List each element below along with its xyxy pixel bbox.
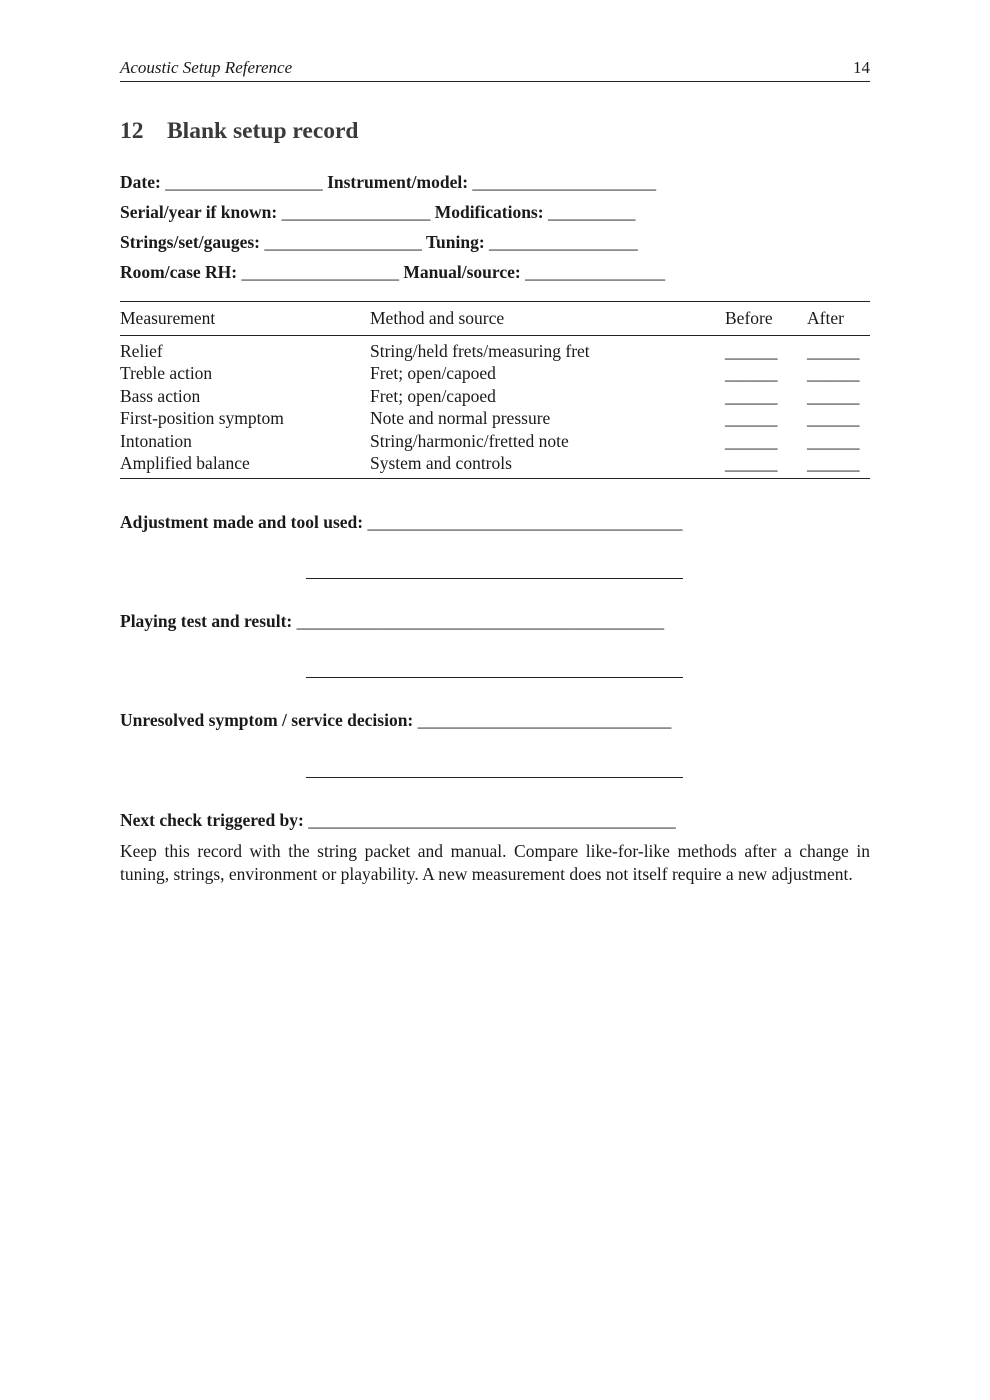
modifications-blank[interactable]: __________ — [547, 202, 636, 222]
unresolved-blank[interactable]: _____________________________ — [417, 710, 672, 730]
page-number: 14 — [853, 58, 870, 77]
header-method: Method and source — [370, 308, 505, 328]
cell-before[interactable]: ______ — [725, 430, 778, 451]
section-title: Blank setup record — [167, 118, 359, 144]
header-before: Before — [725, 308, 773, 328]
cell-measurement: Bass action — [120, 385, 201, 406]
serial-blank[interactable]: _________________ — [281, 202, 431, 222]
room-blank[interactable]: __________________ — [241, 262, 400, 282]
cell-method: Fret; open/capoed — [370, 363, 496, 384]
manual-label: Manual/source: — [403, 262, 521, 282]
table-row — [120, 336, 870, 363]
playing-test-field — [120, 611, 664, 632]
playing-label: Playing test and result: — [120, 611, 293, 631]
header-measurement: Measurement — [120, 308, 216, 328]
table-header-row — [120, 302, 870, 336]
cell-after[interactable]: ______ — [807, 430, 860, 451]
cell-before[interactable]: ______ — [725, 363, 778, 384]
adjustment-field — [120, 512, 682, 533]
cell-after[interactable]: ______ — [807, 363, 860, 384]
measurement-table — [120, 301, 870, 479]
cell-method: System and controls — [370, 453, 512, 474]
adjustment-blank[interactable]: ____________________________________ — [367, 512, 683, 532]
cell-before[interactable]: ______ — [725, 341, 778, 361]
field-row-date — [120, 172, 656, 193]
unresolved-continuation-line[interactable] — [306, 777, 683, 778]
cell-method: Note and normal pressure — [370, 408, 551, 429]
playing-blank[interactable]: __________________________________________ — [296, 611, 665, 631]
cell-method: String/held frets/measuring fret — [370, 341, 590, 361]
tuning-blank[interactable]: _________________ — [489, 232, 638, 252]
unresolved-field — [120, 710, 671, 731]
cell-before[interactable]: ______ — [725, 385, 778, 406]
instrument-label: Instrument/model: — [327, 172, 469, 192]
cell-after[interactable]: ______ — [807, 408, 860, 429]
next-check-blank[interactable]: __________________________________________ — [308, 810, 676, 830]
field-row-serial — [120, 202, 635, 223]
header-after: After — [807, 308, 844, 328]
cell-measurement: Relief — [120, 341, 163, 361]
table-row — [120, 407, 870, 429]
table-row — [120, 362, 870, 384]
cell-after[interactable]: ______ — [807, 341, 860, 361]
table-row — [120, 385, 870, 407]
record-note: Keep this record with the string packet and manual. Compare like-for-like methods after a change in tuning, strings, environment or playability. A new measurement does not itself require a new adjustment. — [120, 841, 870, 884]
cell-before[interactable]: ______ — [725, 453, 778, 474]
cell-before[interactable]: ______ — [725, 408, 778, 429]
table-row — [120, 452, 870, 479]
section-heading — [120, 118, 359, 145]
room-label: Room/case RH: — [120, 262, 238, 282]
next-check-field — [120, 810, 676, 831]
section-number: 12 — [120, 118, 144, 144]
instrument-blank[interactable]: _____________________ — [472, 172, 657, 192]
table-row — [120, 430, 870, 452]
cell-after[interactable]: ______ — [807, 453, 860, 474]
serial-label: Serial/year if known: — [120, 202, 278, 222]
date-label: Date: — [120, 172, 161, 192]
cell-method: String/harmonic/fretted note — [370, 430, 569, 451]
next-check-label: Next check triggered by: — [120, 810, 304, 830]
unresolved-label: Unresolved symptom / service decision: — [120, 710, 414, 730]
strings-blank[interactable]: __________________ — [264, 232, 422, 252]
cell-measurement: First-position symptom — [120, 408, 284, 429]
running-head — [120, 58, 870, 82]
running-head-title: Acoustic Setup Reference — [120, 58, 293, 77]
playing-continuation-line[interactable] — [306, 677, 683, 678]
cell-after[interactable]: ______ — [807, 385, 860, 406]
field-row-room — [120, 262, 665, 283]
date-blank[interactable]: __________________ — [165, 172, 323, 192]
cell-measurement: Amplified balance — [120, 453, 250, 474]
adjustment-label: Adjustment made and tool used: — [120, 512, 364, 532]
strings-label: Strings/set/gauges: — [120, 232, 260, 252]
adjustment-continuation-line[interactable] — [306, 578, 683, 579]
modifications-label: Modifications: — [434, 202, 544, 222]
field-row-strings — [120, 232, 638, 253]
manual-blank[interactable]: ________________ — [525, 262, 666, 282]
cell-method: Fret; open/capoed — [370, 385, 496, 406]
cell-measurement: Intonation — [120, 430, 192, 451]
cell-measurement: Treble action — [120, 363, 213, 384]
tuning-label: Tuning: — [425, 232, 485, 252]
